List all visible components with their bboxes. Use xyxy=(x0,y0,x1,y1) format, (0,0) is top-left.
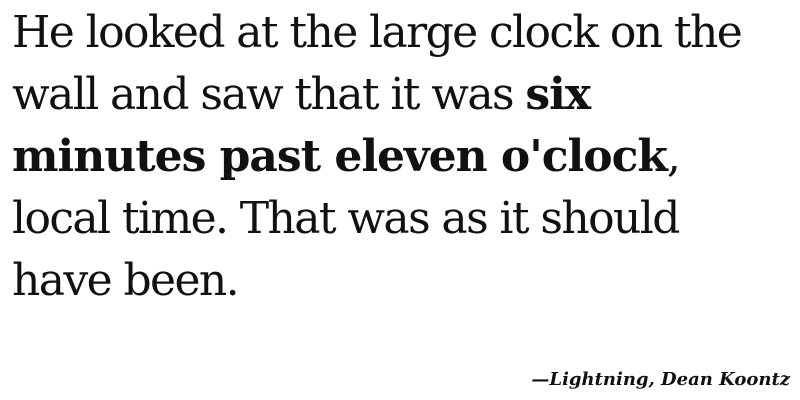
quote-line-3 xyxy=(12,126,797,188)
quote-time-emphasis-start: six xyxy=(525,69,591,120)
quote-line-5: have been. xyxy=(12,255,239,306)
quote-line-2-text: wall and saw that it was xyxy=(12,69,526,120)
quote-line-1: He looked at the large clock on the xyxy=(12,7,742,58)
quote-line-2 xyxy=(12,64,797,126)
quote-time-emphasis-end: minutes past eleven o'clock xyxy=(12,131,667,182)
quote-attribution: —Lightning, Dean Koontz xyxy=(531,369,790,390)
quote-line-3-punctuation: , xyxy=(666,131,680,182)
quote-line-4: local time. That was as it should xyxy=(12,193,679,244)
quote-text xyxy=(12,2,797,312)
